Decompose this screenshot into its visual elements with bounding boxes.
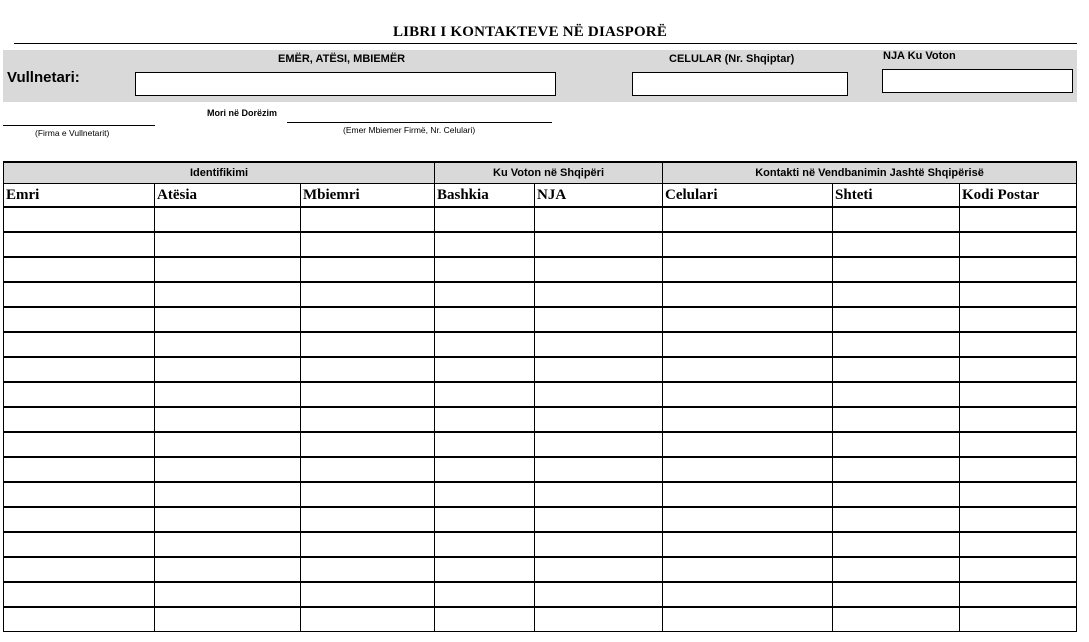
cell-postal-code[interactable]	[960, 207, 1077, 232]
cell-nja[interactable]	[535, 482, 663, 507]
cell-municipality[interactable]	[435, 532, 535, 557]
table-row	[4, 307, 1077, 332]
table-row	[4, 557, 1077, 582]
column-header-phone: Celulari	[663, 184, 833, 208]
volunteer-label: Vullnetari:	[7, 69, 80, 86]
cell-postal-code[interactable]	[960, 607, 1077, 632]
cell-phone[interactable]	[663, 382, 833, 407]
cell-nja[interactable]	[535, 507, 663, 532]
cell-municipality[interactable]	[435, 257, 535, 282]
receiver-label: Mori në Dorëzim	[207, 108, 278, 118]
cell-country[interactable]	[833, 307, 960, 332]
cell-father-name[interactable]	[155, 332, 301, 357]
cell-surname[interactable]	[301, 332, 435, 357]
column-header-name: Emri	[4, 184, 155, 208]
cell-country[interactable]	[833, 507, 960, 532]
cell-father-name[interactable]	[155, 307, 301, 332]
cell-surname[interactable]	[301, 232, 435, 257]
volunteer-nja-field[interactable]	[882, 69, 1073, 93]
cell-name[interactable]	[4, 257, 155, 282]
cell-phone[interactable]	[663, 257, 833, 282]
cell-father-name[interactable]	[155, 257, 301, 282]
cell-name[interactable]	[4, 207, 155, 232]
cell-phone[interactable]	[663, 357, 833, 382]
cell-nja[interactable]	[535, 307, 663, 332]
cell-name[interactable]	[4, 507, 155, 532]
cell-name[interactable]	[4, 232, 155, 257]
nja-header: NJA Ku Voton	[883, 50, 956, 62]
cell-postal-code[interactable]	[960, 432, 1077, 457]
cell-phone[interactable]	[663, 457, 833, 482]
receiver-line[interactable]	[287, 122, 552, 123]
cell-nja[interactable]	[535, 557, 663, 582]
cell-phone[interactable]	[663, 582, 833, 607]
cell-surname[interactable]	[301, 557, 435, 582]
phone-header: CELULAR (Nr. Shqiptar)	[669, 53, 795, 65]
cell-phone[interactable]	[663, 232, 833, 257]
cell-nja[interactable]	[535, 457, 663, 482]
cell-phone[interactable]	[663, 307, 833, 332]
cell-postal-code[interactable]	[960, 407, 1077, 432]
cell-nja[interactable]	[535, 207, 663, 232]
cell-postal-code[interactable]	[960, 382, 1077, 407]
cell-phone[interactable]	[663, 507, 833, 532]
cell-postal-code[interactable]	[960, 482, 1077, 507]
column-header-municipality: Bashkia	[435, 184, 535, 208]
cell-postal-code[interactable]	[960, 582, 1077, 607]
cell-postal-code[interactable]	[960, 282, 1077, 307]
cell-surname[interactable]	[301, 207, 435, 232]
cell-surname[interactable]	[301, 507, 435, 532]
cell-phone[interactable]	[663, 432, 833, 457]
cell-surname[interactable]	[301, 582, 435, 607]
cell-father-name[interactable]	[155, 407, 301, 432]
table-row	[4, 232, 1077, 257]
cell-country[interactable]	[833, 332, 960, 357]
cell-country[interactable]	[833, 457, 960, 482]
table-row	[4, 257, 1077, 282]
table-row	[4, 457, 1077, 482]
cell-nja[interactable]	[535, 532, 663, 557]
cell-father-name[interactable]	[155, 232, 301, 257]
cell-country[interactable]	[833, 232, 960, 257]
cell-municipality[interactable]	[435, 507, 535, 532]
cell-phone[interactable]	[663, 557, 833, 582]
cell-municipality[interactable]	[435, 557, 535, 582]
cell-surname[interactable]	[301, 382, 435, 407]
table-row	[4, 207, 1077, 232]
cell-phone[interactable]	[663, 282, 833, 307]
cell-father-name[interactable]	[155, 382, 301, 407]
cell-nja[interactable]	[535, 407, 663, 432]
column-header-country: Shteti	[833, 184, 960, 208]
cell-phone[interactable]	[663, 482, 833, 507]
cell-surname[interactable]	[301, 357, 435, 382]
table-row	[4, 582, 1077, 607]
cell-country[interactable]	[833, 357, 960, 382]
cell-country[interactable]	[833, 382, 960, 407]
cell-surname[interactable]	[301, 607, 435, 632]
cell-father-name[interactable]	[155, 607, 301, 632]
cell-father-name[interactable]	[155, 457, 301, 482]
cell-nja[interactable]	[535, 382, 663, 407]
title-divider	[14, 43, 1077, 44]
cell-country[interactable]	[833, 257, 960, 282]
table-row	[4, 332, 1077, 357]
cell-country[interactable]	[833, 532, 960, 557]
cell-municipality[interactable]	[435, 432, 535, 457]
cell-municipality[interactable]	[435, 582, 535, 607]
cell-nja[interactable]	[535, 332, 663, 357]
table-row	[4, 407, 1077, 432]
cell-surname[interactable]	[301, 257, 435, 282]
cell-phone[interactable]	[663, 607, 833, 632]
cell-municipality[interactable]	[435, 457, 535, 482]
cell-postal-code[interactable]	[960, 357, 1077, 382]
cell-municipality[interactable]	[435, 382, 535, 407]
column-header-nja: NJA	[535, 184, 663, 208]
cell-surname[interactable]	[301, 532, 435, 557]
table-row	[4, 482, 1077, 507]
table-row	[4, 357, 1077, 382]
cell-phone[interactable]	[663, 332, 833, 357]
cell-name[interactable]	[4, 307, 155, 332]
cell-nja[interactable]	[535, 282, 663, 307]
cell-postal-code[interactable]	[960, 332, 1077, 357]
cell-surname[interactable]	[301, 282, 435, 307]
group-header-contact-abroad: Kontakti në Vendbanimin Jashtë Shqipërisë	[663, 162, 1077, 184]
cell-phone[interactable]	[663, 407, 833, 432]
cell-surname[interactable]	[301, 307, 435, 332]
cell-postal-code[interactable]	[960, 232, 1077, 257]
contacts-table	[3, 161, 1077, 632]
cell-nja[interactable]	[535, 257, 663, 282]
cell-nja[interactable]	[535, 432, 663, 457]
volunteer-phone-field[interactable]	[632, 72, 848, 96]
cell-name[interactable]	[4, 407, 155, 432]
cell-postal-code[interactable]	[960, 532, 1077, 557]
cell-country[interactable]	[833, 482, 960, 507]
cell-father-name[interactable]	[155, 282, 301, 307]
group-header-identification: Identifikimi	[4, 162, 435, 184]
cell-municipality[interactable]	[435, 332, 535, 357]
cell-municipality[interactable]	[435, 607, 535, 632]
cell-name[interactable]	[4, 357, 155, 382]
receiver-caption: (Emer Mbiemer Firmë, Nr. Celulari)	[343, 125, 476, 135]
cell-postal-code[interactable]	[960, 457, 1077, 482]
table-row	[4, 432, 1077, 457]
volunteer-name-field[interactable]	[135, 72, 556, 96]
signature-caption: (Firma e Vullnetarit)	[35, 128, 110, 138]
cell-surname[interactable]	[301, 482, 435, 507]
cell-phone[interactable]	[663, 532, 833, 557]
cell-municipality[interactable]	[435, 357, 535, 382]
cell-name[interactable]	[4, 382, 155, 407]
cell-country[interactable]	[833, 407, 960, 432]
cell-father-name[interactable]	[155, 207, 301, 232]
page-title: LIBRI I KONTAKTEVE NË DIASPORË	[392, 24, 668, 40]
table-row	[4, 532, 1077, 557]
cell-name[interactable]	[4, 607, 155, 632]
cell-postal-code[interactable]	[960, 307, 1077, 332]
signature-line[interactable]	[3, 125, 155, 126]
cell-municipality[interactable]	[435, 307, 535, 332]
cell-name[interactable]	[4, 482, 155, 507]
cell-father-name[interactable]	[155, 432, 301, 457]
table-row	[4, 607, 1077, 632]
cell-father-name[interactable]	[155, 532, 301, 557]
cell-father-name[interactable]	[155, 507, 301, 532]
cell-name[interactable]	[4, 332, 155, 357]
table-row	[4, 507, 1077, 532]
cell-municipality[interactable]	[435, 282, 535, 307]
cell-name[interactable]	[4, 582, 155, 607]
cell-surname[interactable]	[301, 457, 435, 482]
cell-municipality[interactable]	[435, 407, 535, 432]
cell-country[interactable]	[833, 207, 960, 232]
cell-postal-code[interactable]	[960, 557, 1077, 582]
cell-name[interactable]	[4, 457, 155, 482]
cell-name[interactable]	[4, 432, 155, 457]
cell-nja[interactable]	[535, 582, 663, 607]
cell-postal-code[interactable]	[960, 507, 1077, 532]
column-header-postal-code: Kodi Postar	[960, 184, 1077, 208]
cell-country[interactable]	[833, 282, 960, 307]
column-header-surname: Mbiemri	[301, 184, 435, 208]
cell-nja[interactable]	[535, 357, 663, 382]
cell-country[interactable]	[833, 557, 960, 582]
group-header-voting: Ku Voton në Shqipëri	[435, 162, 663, 184]
cell-phone[interactable]	[663, 207, 833, 232]
cell-municipality[interactable]	[435, 207, 535, 232]
cell-name[interactable]	[4, 557, 155, 582]
cell-postal-code[interactable]	[960, 257, 1077, 282]
cell-father-name[interactable]	[155, 482, 301, 507]
cell-country[interactable]	[833, 582, 960, 607]
cell-nja[interactable]	[535, 232, 663, 257]
cell-country[interactable]	[833, 607, 960, 632]
name-header: EMËR, ATËSI, MBIEMËR	[278, 53, 406, 65]
cell-father-name[interactable]	[155, 557, 301, 582]
cell-municipality[interactable]	[435, 232, 535, 257]
table-row	[4, 382, 1077, 407]
cell-name[interactable]	[4, 282, 155, 307]
table-row	[4, 282, 1077, 307]
cell-father-name[interactable]	[155, 357, 301, 382]
cell-name[interactable]	[4, 532, 155, 557]
column-header-father-name: Atësia	[155, 184, 301, 208]
cell-surname[interactable]	[301, 407, 435, 432]
cell-country[interactable]	[833, 432, 960, 457]
cell-municipality[interactable]	[435, 482, 535, 507]
cell-nja[interactable]	[535, 607, 663, 632]
cell-surname[interactable]	[301, 432, 435, 457]
cell-father-name[interactable]	[155, 582, 301, 607]
